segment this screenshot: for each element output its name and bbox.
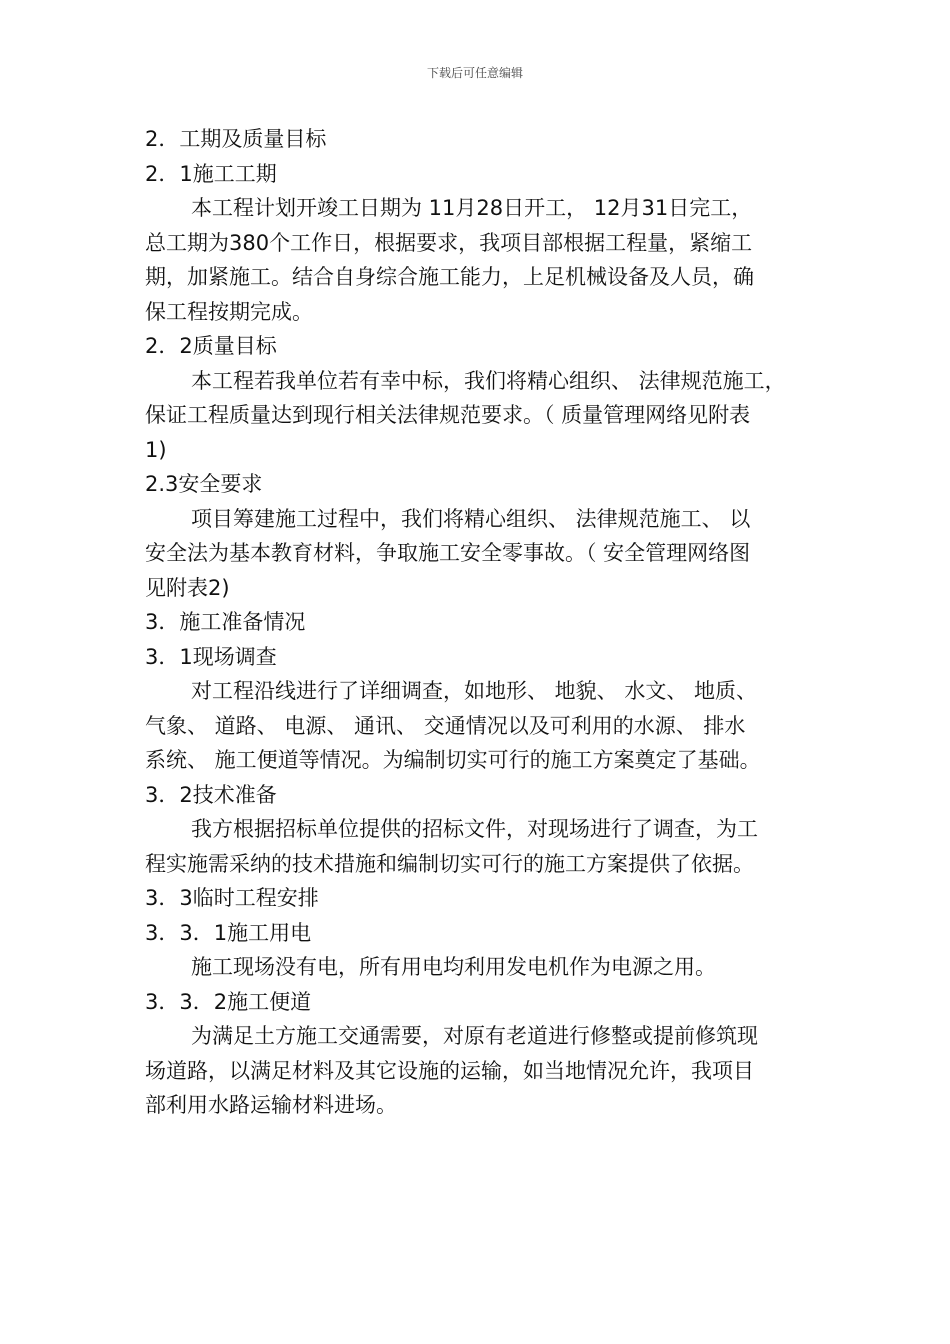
paragraph-line: 系统、 施工便道等情况。为编制切实可行的施工方案奠定了基础。 [145, 748, 761, 772]
paragraph-line: 我方根据招标单位提供的招标文件，对现场进行了调查，为工 [191, 817, 758, 841]
paragraph-line: 安全法为基本教育材料，争取施工安全零事故。（ 安全管理网络图 [145, 541, 751, 565]
paragraph-3-2 [145, 812, 815, 881]
paragraph-line: 本工程计划开竣工日期为 11月28日开工， 12月31日完工， [191, 196, 753, 220]
paragraph-line: 项目筹建施工过程中，我们将精心组织、 法律规范施工、 以 [191, 506, 751, 531]
section-heading-2-2: 2．2质量目标 [145, 334, 277, 358]
paragraph-line: 部利用水路运输材料进场。 [145, 1093, 397, 1117]
paragraph-line: 见附表2) [145, 575, 230, 600]
paragraph-line: 保工程按期完成。 [145, 299, 313, 324]
page-header: 下载后可任意编辑 [426, 66, 523, 80]
paragraph-2-3 [145, 502, 815, 606]
section-heading-2: 2．工期及质量目标 [145, 127, 327, 151]
document-body [145, 122, 815, 1123]
paragraph-line: 期，加紧施工。结合自身综合施工能力，上足机械设备及人员，确 [145, 265, 754, 289]
paragraph-line: 场道路，以满足材料及其它设施的运输，如当地情况允许，我项目 [145, 1058, 754, 1083]
section-heading-3: 3．施工准备情况 [145, 610, 306, 634]
paragraph-line: 本工程若我单位若有幸中标，我们将精心组织、 法律规范施工， [191, 368, 786, 393]
paragraph-line: 保证工程质量达到现行相关法律规范要求。（ 质量管理网络见附表 [145, 403, 751, 427]
paragraph-line: 施工现场没有电，所有用电均利用发电机作为电源之用。 [191, 955, 716, 979]
section-heading-3-3: 3．3临时工程安排 [145, 886, 319, 910]
section-heading-3-3-1: 3．3．1施工用电 [145, 920, 312, 945]
section-heading-3-1: 3．1现场调查 [145, 644, 277, 669]
section-heading-2-1: 2．1施工工期 [145, 161, 277, 186]
paragraph-3-3-2 [145, 1019, 815, 1123]
paragraph-line: 总工期为380个工作日，根据要求，我项目部根据工程量，紧缩工 [145, 230, 753, 255]
paragraph-line: 1) [145, 437, 167, 462]
paragraph-line: 为满足土方施工交通需要，对原有老道进行修整或提前修筑现 [191, 1024, 758, 1048]
paragraph-2-1 [145, 191, 815, 329]
section-heading-3-3-2: 3．3．2施工便道 [145, 989, 312, 1014]
paragraph-line: 气象、 道路、 电源、 通讯、 交通情况以及可利用的水源、 排水 [145, 713, 746, 738]
paragraph-3-3-1 [145, 950, 815, 985]
paragraph-line: 对工程沿线进行了详细调查，如地形、 地貌、 水文、 地质、 [191, 679, 758, 703]
section-heading-3-2: 3．2技术准备 [145, 782, 277, 807]
paragraph-line: 程实施需采纳的技术措施和编制切实可行的施工方案提供了依据。 [145, 851, 754, 876]
section-heading-2-3: 2.3安全要求 [145, 472, 263, 496]
paragraph-2-2 [145, 364, 815, 468]
paragraph-3-1 [145, 674, 815, 778]
